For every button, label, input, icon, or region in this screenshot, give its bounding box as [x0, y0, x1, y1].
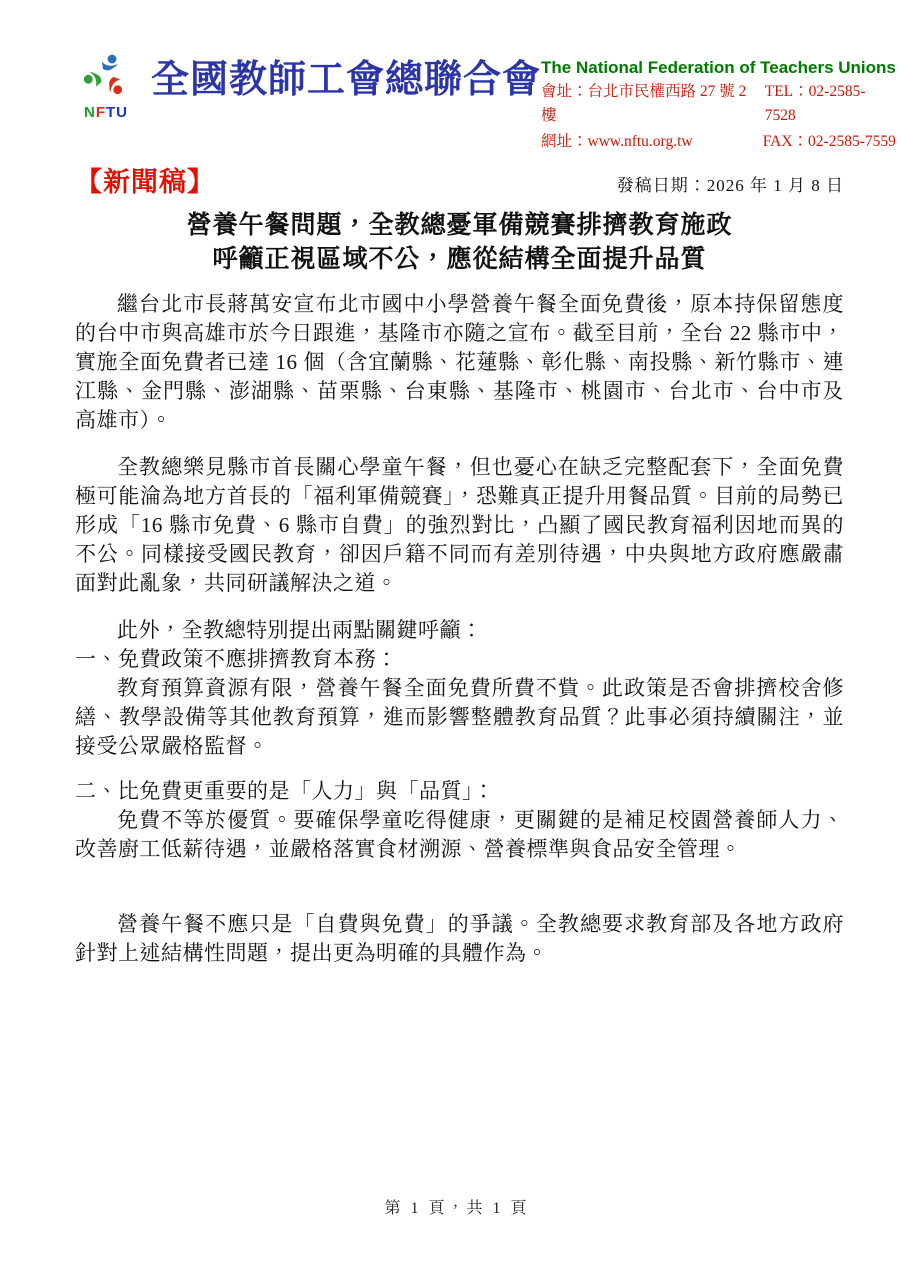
document-body [75, 290, 844, 968]
point-2-heading: 二、比免費更重要的是「人力」與「品質」： [75, 778, 495, 803]
nftu-logo [75, 52, 137, 120]
issue-date: 發稿日期：2026 年 1 月 8 日 [616, 176, 844, 196]
nftu-letter: F [95, 104, 106, 121]
paragraph-1: 繼台北市長蔣萬安宣布北市國中小學營養午餐全面免費後，原本持保留態度的台中市與高雄市於今日跟進，基隆市亦隨之宣布。截至目前，全台 22 縣市中，實施全面免費者已達 16 個（含宜蘭縣、花蓮縣、彰化縣、南投縣、新竹縣市、連江縣、金門縣、澎湖縣、苗栗縣、台東縣、基隆市、桃園市、台北市、台中市及高雄市）。 [75, 291, 844, 432]
contact-block [541, 58, 896, 154]
title-line-1: 營養午餐問題，全教總憂軍備競賽排擠教育施政 [186, 211, 733, 239]
appeals-lead: 此外，全教總特別提出兩點關鍵呼籲： [117, 617, 483, 642]
point-1-heading: 一、免費政策不應排擠教育本務： [75, 646, 398, 671]
document-title [75, 209, 844, 277]
org-name-english: The National Federation of Teachers Unions [541, 58, 896, 77]
point-2-text: 免費不等於優質。要確保學童吃得健康，更關鍵的是補足校園營養師人力、改善廚工低薪待遇，並嚴格落實食材溯源、營養標準與食品安全管理。 [75, 807, 844, 861]
nftu-letter: U [116, 104, 129, 121]
tagline-row [75, 166, 844, 198]
contact-row-2 [541, 130, 896, 154]
org-website: 網址：www.nftu.org.tw [541, 133, 693, 151]
org-fax: FAX：02-2585-7559 [762, 133, 896, 151]
brand-block [75, 52, 541, 120]
point-1-text: 教育預算資源有限，營養午餐全面免費所費不貲。此政策是否會排擠校舍修繕、教學設備等其他教育預算，進而影響整體教育品質？此事必須持續關注，並接受公眾嚴格監督。 [75, 675, 844, 758]
paragraph-2: 全教總樂見縣市首長關心學童午餐，但也憂心在缺乏完整配套下，全面免費極可能淪為地方首長的「福利軍備競賽」，恐難真正提升用餐品質。目前的局勢已形成「16 縣市免費、6 縣市自費」的強烈對比，凸顯了國民教育福利因地而異的不公。同樣接受國民教育，卻因戶籍不同而有差別待遇，中央與地方政府應嚴肅面對此亂象，共同研議解決之道。 [75, 454, 844, 595]
letterhead [75, 52, 896, 154]
page-number: 第 1 頁，共 1 頁 [384, 1200, 530, 1217]
contact-row-1 [541, 80, 896, 128]
title-line-2: 呼籲正視區域不公，應從結構全面提升品質 [212, 245, 707, 273]
press-release-tag: 【新聞稿】 [75, 167, 215, 198]
nftu-logo-icon [78, 52, 134, 104]
nftu-acronym [84, 105, 128, 120]
nftu-letter: T [106, 104, 117, 121]
nftu-letter: N [83, 104, 96, 121]
closing-paragraph: 營養午餐不應只是「自費與免費」的爭議。全教總要求教育部及各地方政府針對上述結構性問題，提出更為明確的具體作為。 [75, 911, 844, 965]
org-tel: TEL：02-2585-7528 [764, 83, 866, 125]
org-address: 會址：台北市民權西路 27 號 2 樓 [541, 83, 747, 125]
org-name-chinese: 全國教師工會總聯合會 [151, 59, 542, 101]
